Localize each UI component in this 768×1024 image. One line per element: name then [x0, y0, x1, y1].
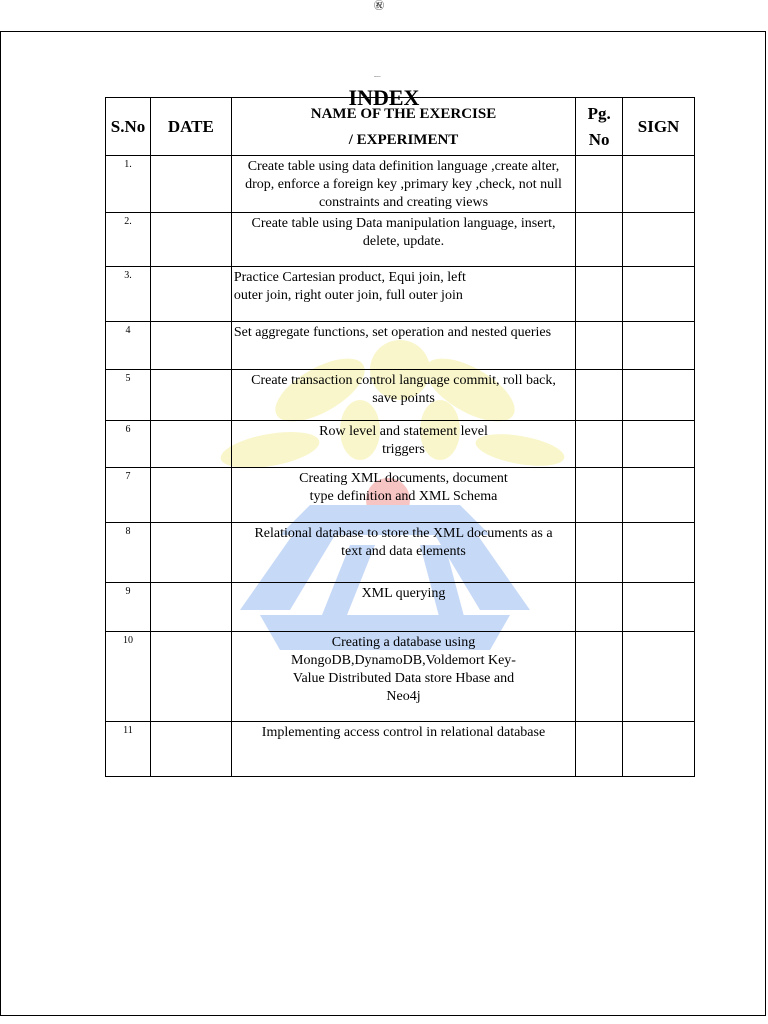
exercise-name-line: Row level and statement level	[319, 424, 488, 439]
exercise-name-line: text and data elements	[341, 544, 466, 559]
header-page-no	[576, 98, 623, 156]
row-page-cell	[576, 421, 623, 468]
exercise-name-line: XML querying	[361, 586, 446, 601]
row-date-cell	[150, 322, 231, 370]
row-sign-cell	[623, 213, 695, 267]
exercise-name-line: drop, enforce a foreign key ,primary key ,check, not null	[245, 177, 562, 192]
table-row	[106, 722, 695, 777]
exercise-name-line: type definition and XML Schema	[309, 489, 498, 504]
row-exercise-name	[231, 213, 575, 267]
table-row	[106, 267, 695, 322]
table-row	[106, 468, 695, 523]
row-sno: 7	[106, 468, 151, 523]
row-exercise-name	[231, 523, 575, 583]
row-sno: 6	[106, 421, 151, 468]
header-sno: S.No	[106, 98, 151, 156]
row-date-cell	[150, 156, 231, 213]
row-exercise-name	[231, 322, 575, 370]
row-sno: 9	[106, 583, 151, 632]
row-exercise-name	[231, 267, 575, 322]
exercise-name-line: save points	[372, 391, 435, 406]
row-sign-cell	[623, 468, 695, 523]
row-date-cell	[150, 583, 231, 632]
row-date-cell	[150, 523, 231, 583]
row-exercise-name	[231, 722, 575, 777]
row-sign-cell	[623, 583, 695, 632]
row-page-cell	[576, 156, 623, 213]
row-sign-cell	[623, 523, 695, 583]
exercise-name-line: Create table using Data manipulation language, insert,	[251, 216, 556, 231]
table-row	[106, 322, 695, 370]
exercise-name-line: constraints and creating views	[318, 195, 489, 210]
header-name	[231, 98, 575, 156]
exercise-name-line: delete, update.	[362, 234, 445, 249]
row-page-cell	[576, 370, 623, 421]
exercise-name-line: Relational database to store the XML documents as a	[254, 526, 553, 541]
table-row	[106, 213, 695, 267]
exercise-name-line: Practice Cartesian product, Equi join, left	[233, 270, 466, 285]
row-sno: 4	[106, 322, 151, 370]
row-sign-cell	[623, 267, 695, 322]
row-sno: 10	[106, 632, 151, 722]
index-table	[105, 97, 695, 777]
exercise-name-line: Creating XML documents, document	[299, 471, 508, 486]
row-page-cell	[576, 632, 623, 722]
exercise-name-line: outer join, right outer join, full outer join	[233, 288, 463, 303]
exercise-name-line: Neo4j	[386, 689, 421, 704]
row-sign-cell	[623, 722, 695, 777]
header-mark: ~~~	[374, 74, 381, 79]
row-exercise-name	[231, 421, 575, 468]
row-sign-cell	[623, 632, 695, 722]
row-date-cell	[150, 468, 231, 523]
row-date-cell	[150, 370, 231, 421]
row-sign-cell	[623, 421, 695, 468]
header-date: DATE	[150, 98, 231, 156]
exercise-name-line: MongoDB,DynamoDB,Voldemort Key-	[291, 653, 516, 668]
exercise-name-line: Create table using data definition language ,create alter,	[247, 159, 560, 174]
table-row	[106, 583, 695, 632]
table-row	[106, 632, 695, 722]
header-sign: SIGN	[623, 98, 695, 156]
row-date-cell	[150, 722, 231, 777]
header-pg-line1: Pg.	[587, 103, 611, 123]
header-name-line1: NAME OF THE EXERCISE	[310, 105, 497, 122]
row-sno: 11	[106, 722, 151, 777]
exercise-name-line: Implementing access control in relational database	[261, 725, 546, 740]
top-mark: ㊗	[374, 1, 384, 12]
row-sno: 2.	[106, 213, 151, 267]
row-sign-cell	[623, 156, 695, 213]
row-page-cell	[576, 213, 623, 267]
row-exercise-name	[231, 370, 575, 421]
row-page-cell	[576, 322, 623, 370]
row-page-cell	[576, 583, 623, 632]
table-row	[106, 156, 695, 213]
exercise-name-line: triggers	[382, 442, 425, 457]
row-page-cell	[576, 523, 623, 583]
row-sno: 8	[106, 523, 151, 583]
row-sign-cell	[623, 322, 695, 370]
row-date-cell	[150, 632, 231, 722]
row-sno: 5	[106, 370, 151, 421]
row-exercise-name	[231, 583, 575, 632]
row-date-cell	[150, 213, 231, 267]
row-sno: 1.	[106, 156, 151, 213]
row-page-cell	[576, 267, 623, 322]
exercise-name-line: Value Distributed Data store Hbase and	[292, 671, 515, 686]
row-page-cell	[576, 468, 623, 523]
page-title: INDEX	[348, 85, 420, 110]
exercise-name-line: Create transaction control language commit, roll back,	[251, 373, 556, 388]
table-row	[106, 370, 695, 421]
row-date-cell	[150, 421, 231, 468]
exercise-name-line: Set aggregate functions, set operation and nested queries	[233, 325, 552, 340]
row-exercise-name	[231, 632, 575, 722]
table-row	[106, 421, 695, 468]
exercise-name-line: Creating a database using	[331, 635, 476, 650]
row-exercise-name	[231, 156, 575, 213]
row-sign-cell	[623, 370, 695, 421]
header-name-line2: / EXPERIMENT	[348, 131, 459, 148]
row-date-cell	[150, 267, 231, 322]
header-pg-line2: No	[588, 129, 610, 149]
table-row	[106, 523, 695, 583]
row-exercise-name	[231, 468, 575, 523]
row-sno: 3.	[106, 267, 151, 322]
row-page-cell	[576, 722, 623, 777]
